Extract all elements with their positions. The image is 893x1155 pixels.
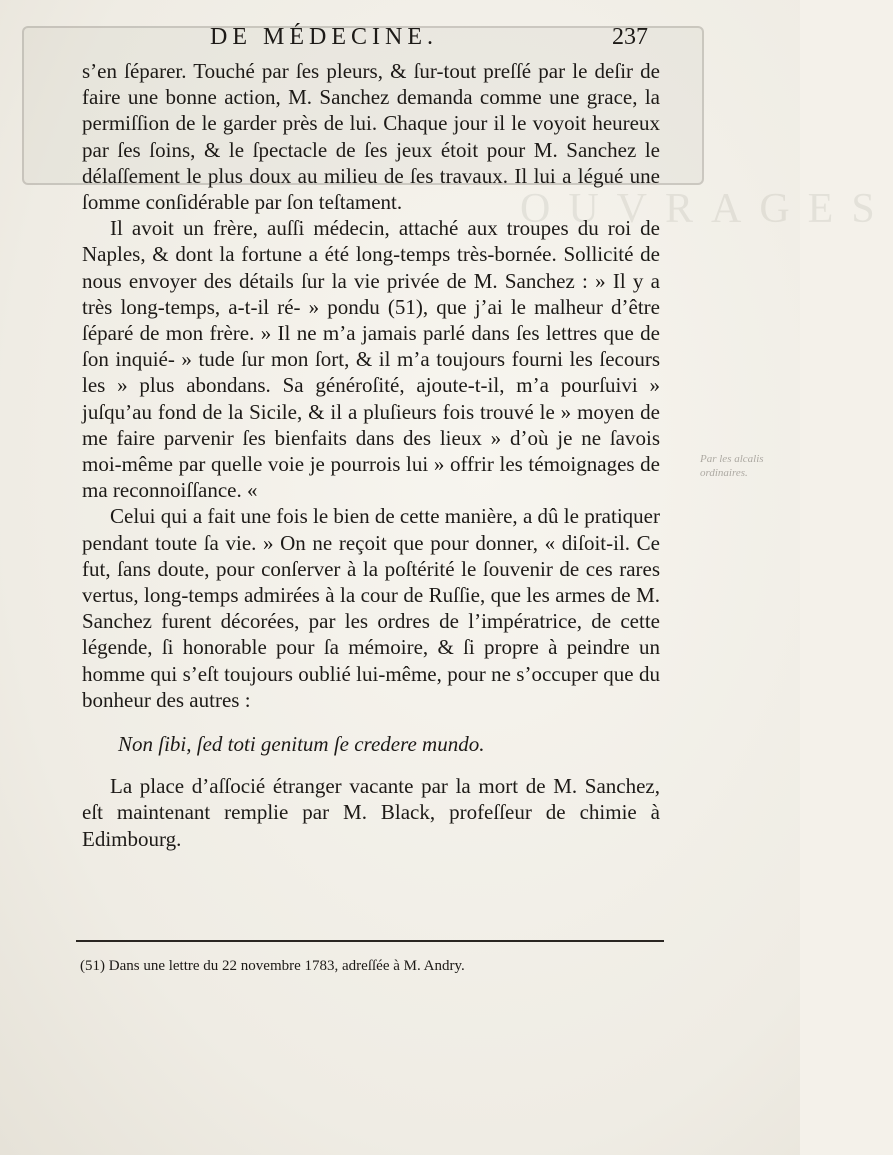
paragraph-legend: Celui qui a fait une fois le bien de cette manière, a dû le pratiquer pendant toute ſa vie. » On ne reçoit que pour donner, « diſoit-il. Ce fut, ſans doute, pour conſerver à la poſtérité le ſouvenir de ces rares vertus, long-temps admirées à la cour de Ruſſie, que les armes de M. Sanchez furent décorées, par les ordres de l’impératrice, de cette légende, ſi honorable pour ſa mémoire, & ſi propre à peindre un homme qui s’eſt toujours oublié lui-même, pour ne s’occuper que du bonheur des autres :: [82, 504, 660, 712]
bleed-through-letters: OUVRAGES: [520, 186, 893, 232]
body-text: [82, 58, 660, 852]
footnote-rule: [76, 940, 664, 942]
footnote: (51) Dans une lettre du 22 novembre 1783, adreſſée à M. Andry.: [80, 958, 465, 974]
paragraph-brother: Il avoit un frère, auſſi médecin, attaché aux troupes du roi de Naples, & dont la fortune a été long-temps très-bornée. Sollicité de nous envoyer des détails ſur la vie privée de M. Sanchez : » Il y a très long-temps, a-t-il ré- » pondu (51), que j’ai le malheur d’être ſéparé de mon frère. » Il ne m’a jamais parlé dans ſes lettres que de ſon inquié- » tude ſur mon ſort, & il m’a toujours fourni les ſecours les » plus abondans. Sa généroſité, ajoute-t-il, m’a pourſuivi » juſqu’au fond de la Sicile, & il a pluſieurs fois trouvé le » moyen de me faire parvenir ſes bienfaits dans des lieux » d’où je ne ſavois moi-même par quelle voie je pourrois lui » offrir les témoignages de ma reconnoiſſance. «: [82, 216, 660, 503]
latin-motto: Non ſibi, ſed toti genitum ſe credere mundo.: [118, 732, 485, 757]
paragraph-successor: La place d’aſſocié étranger vacante par la mort de M. Sanchez, eſt maintenant remplie par M. Black, profeſſeur de chimie à Edimbourg.: [82, 774, 660, 851]
paragraph-continuation: s’en ſéparer. Touché par ſes pleurs, & ſur-tout preſſé par le deſir de faire une bonne action, M. Sanchez demanda comme une grace, la permiſſion de le garder près de lui. Chaque jour il le voyoit heureux par ſes ſoins, & le ſpectacle de ſes jeux étoit pour M. Sanchez le délaſſement le plus doux au milieu de ſes travaux. Il lui a légué une ſomme conſidérable par ſon teſtament.: [82, 59, 660, 215]
page-number: 237: [612, 24, 648, 50]
margin-note: Par les alcalis ordinaires.: [700, 453, 764, 479]
running-head: [210, 22, 660, 56]
running-head-title: DE MÉDECINE.: [210, 24, 438, 50]
